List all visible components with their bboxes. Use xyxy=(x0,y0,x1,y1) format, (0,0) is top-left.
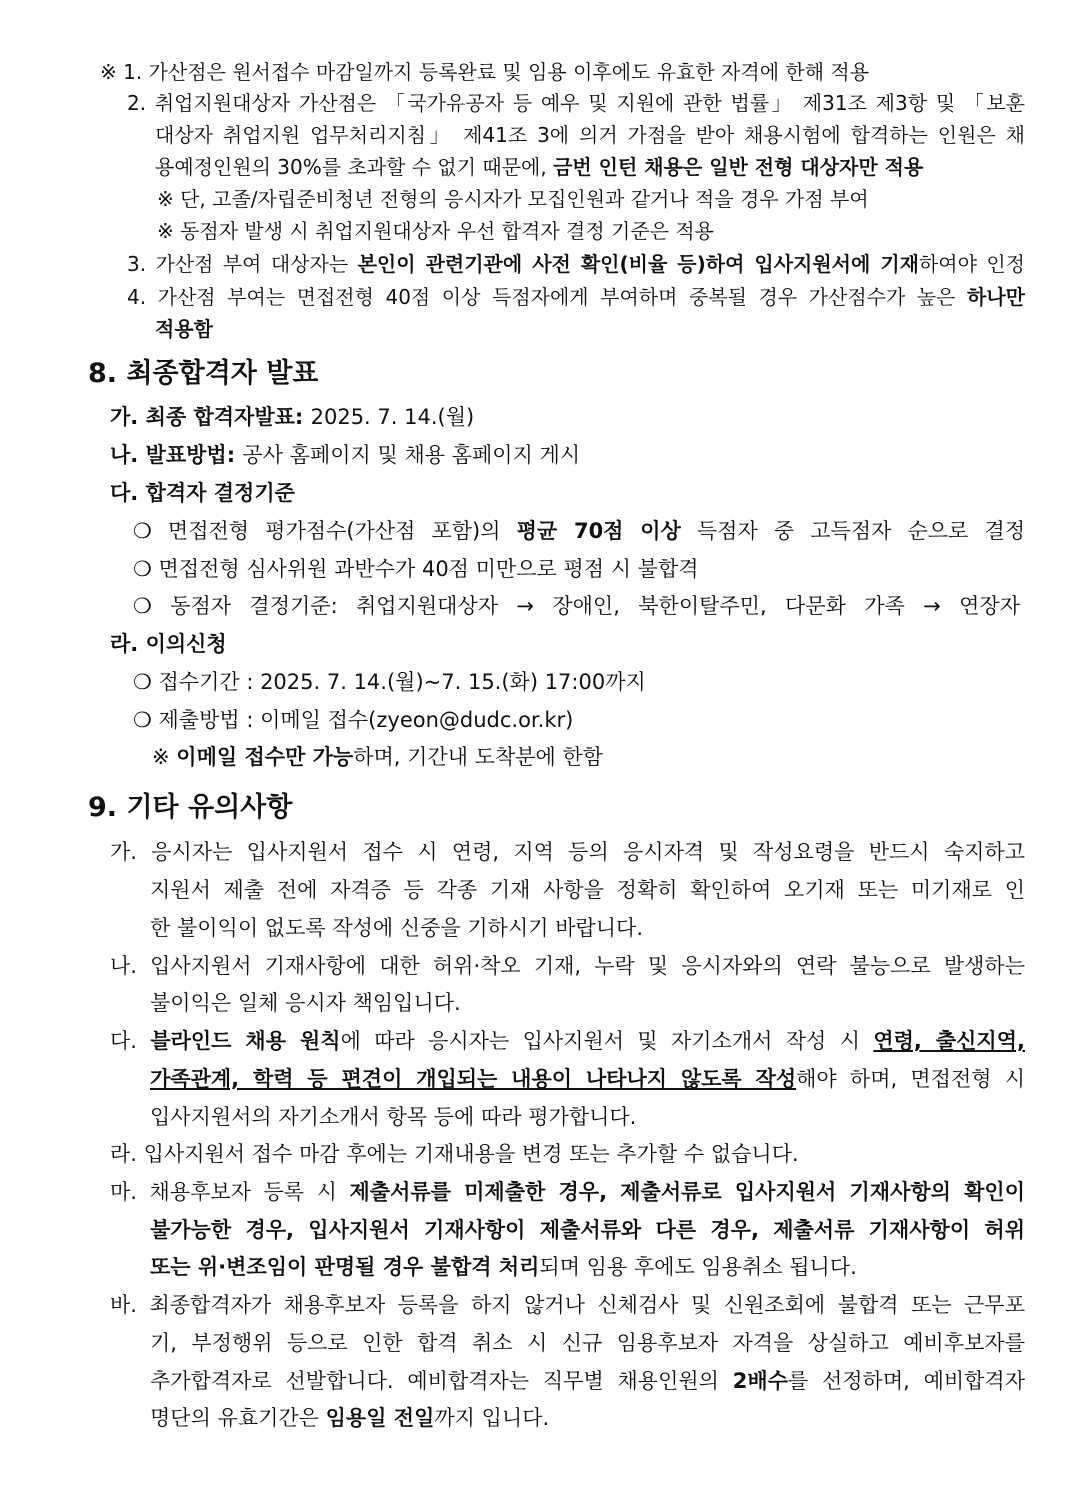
criteria-bullet-2 xyxy=(133,555,1025,583)
line-text: 나. 입사지원서 기재사항에 대한 허위·착오 기재, 누락 및 응시자와의 연락 불능으로 발생하는 xyxy=(110,954,1025,978)
line-text: 라. 입사지원서 접수 마감 후에는 기재내용을 변경 또는 추가할 수 없습니다. xyxy=(110,1142,799,1166)
line-text: 2025. 7. 14.(월) xyxy=(310,405,475,429)
note-2-line-3 xyxy=(155,153,1025,181)
line-text: 득점자 중 고득점자 순으로 결정 xyxy=(680,519,1026,543)
note-4-line-2 xyxy=(155,315,1025,343)
note-2-sub-2 xyxy=(157,217,1025,245)
line-text: 바. 최종합격자가 채용후보자 등록을 하지 않거나 신체검사 및 신원조회에 불합격 또는 근무포 xyxy=(110,1293,1025,1317)
line-text: 되며 임용 후에도 임용취소 됩니다. xyxy=(539,1255,857,1279)
line-text: ❍ 면접전형 평가점수(가산점 포함)의 xyxy=(133,519,517,543)
line-text: 블라인드 채용 원칙 xyxy=(150,1029,341,1053)
notice-na-line-2 xyxy=(150,989,1025,1017)
line-text: 라. 이의신청 xyxy=(110,632,227,656)
line-text: 2. 취업지원대상자 가산점은 「국가유공자 등 예우 및 지원에 관한 법률」 제31조 제3항 및 「보훈 xyxy=(127,91,1025,115)
line-text: 적용함 xyxy=(155,317,213,341)
notice-ga-line-2 xyxy=(150,876,1025,904)
criteria-bullet-1 xyxy=(133,517,1025,545)
note-2-sub-1 xyxy=(157,185,1025,213)
line-text: 제출서류를 미제출한 경우, 제출서류로 입사지원서 기재사항의 확인이 xyxy=(349,1180,1025,1204)
appeal-period xyxy=(133,668,1025,696)
notice-ra-line-1 xyxy=(110,1140,1025,1168)
line-text: 나. 발표방법: xyxy=(110,443,243,467)
line-text: ❍ 면접전형 심사위원 과반수가 40점 미만으로 평점 시 불합격 xyxy=(133,557,699,581)
notice-ga-line-3 xyxy=(150,914,1025,942)
line-text: ※ 1. 가산점은 원서접수 마감일까지 등록완료 및 임용 이후에도 유효한 자격에 한해 적용 xyxy=(100,60,870,84)
line-text: 용예정인원의 30%를 초과할 수 없기 때문에, xyxy=(155,155,554,179)
section-8-item-na xyxy=(110,441,1025,469)
notice-ma-line-3 xyxy=(150,1253,1025,1281)
line-text: 평균 70점 이상 xyxy=(516,519,681,543)
line-text: ❍ 접수기간 : 2025. 7. 14.(월)~7. 15.(화) 17:00까지 xyxy=(133,670,646,694)
notice-ma-line-2 xyxy=(150,1216,1025,1244)
section-8-item-ga xyxy=(110,403,1025,431)
notice-da-line-1 xyxy=(110,1027,1025,1055)
note-2-line-1 xyxy=(127,89,1025,117)
line-text: 임용일 전일 xyxy=(325,1406,435,1430)
line-text: 가족관계, 학력 등 편견이 개입되는 내용이 나타나지 않도록 작성 xyxy=(150,1067,797,1091)
line-text: 가. 최종 합격자발표: xyxy=(110,405,311,429)
criteria-bullet-3 xyxy=(133,592,1020,620)
line-text: 8. 최종합격자 발표 xyxy=(88,358,319,389)
line-text: 가. 응시자는 입사지원서 접수 시 연령, 지역 등의 응시자격 및 작성요령을 반드시 숙지하고 xyxy=(110,840,1025,864)
line-text: 추가합격자로 선발합니다. 예비합격자는 직무별 채용인원의 xyxy=(150,1369,733,1393)
note-3-line-1 xyxy=(127,250,1025,278)
line-text: 공사 홈페이지 및 채용 홈페이지 게시 xyxy=(242,443,581,467)
line-text: 하여야 인정 xyxy=(918,252,1025,276)
line-text: 2배수 xyxy=(732,1369,788,1393)
line-text: 이메일 접수만 가능 xyxy=(176,745,354,769)
notice-da-line-2 xyxy=(150,1065,1025,1093)
line-text: 불이익은 일체 응시자 책임입니다. xyxy=(150,991,461,1015)
section-8-item-ra xyxy=(110,630,1025,658)
note-4-line-1 xyxy=(127,283,1025,311)
line-text: 입사지원서의 자기소개서 항목 등에 따라 평가합니다. xyxy=(150,1105,637,1129)
notice-ba-line-4 xyxy=(150,1404,1025,1432)
line-text: 4. 가산점 부여는 면접전형 40점 이상 득점자에게 부여하며 중복될 경우 가산점수가 높은 xyxy=(127,285,968,309)
line-text: 에 따라 응시자는 입사지원서 및 자기소개서 작성 시 xyxy=(340,1029,874,1053)
line-text: 하며, 기간내 도착분에 한함 xyxy=(353,745,604,769)
note-2-line-2 xyxy=(155,121,1025,149)
note-1-line-1 xyxy=(100,58,1025,86)
line-text: ※ xyxy=(152,745,177,769)
line-text: 하나만 xyxy=(967,285,1025,309)
notice-da-line-3 xyxy=(150,1103,1025,1131)
section-9-heading xyxy=(88,789,1025,827)
line-text: 대상자 취업지원 업무처리지침」 제41조 3에 의거 가점을 받아 채용시험에 합격하는 인원은 채 xyxy=(155,123,1025,147)
line-text: 또는 위·변조임이 판명될 경우 불합격 처리 xyxy=(150,1255,540,1279)
line-text: 9. 기타 유의사항 xyxy=(88,792,293,823)
appeal-method xyxy=(133,706,1025,734)
appeal-note xyxy=(152,743,1025,771)
line-text: 연령, 출신지역, xyxy=(873,1029,1025,1053)
notice-ma-line-1 xyxy=(110,1178,1025,1206)
notice-ba-line-3 xyxy=(150,1367,1025,1395)
line-text: 3. 가산점 부여 대상자는 xyxy=(127,252,358,276)
line-text: 본인이 관련기관에 사전 확인(비율 등)하여 입사지원서에 기재 xyxy=(357,252,919,276)
line-text: 명단의 유효기간은 xyxy=(150,1406,326,1430)
notice-ba-line-1 xyxy=(110,1291,1025,1319)
line-text: 기, 부정행위 등으로 인한 합격 취소 시 신규 임용후보자 자격을 상실하고 예비후보자를 xyxy=(150,1331,1025,1355)
line-text: 마. 채용후보자 등록 시 xyxy=(110,1180,350,1204)
section-8-heading xyxy=(88,355,1025,393)
line-text: ※ 동점자 발생 시 취업지원대상자 우선 합격자 결정 기준은 적용 xyxy=(157,219,714,243)
line-text: ❍ 동점자 결정기준: 취업지원대상자 → 장애인, 북한이탈주민, 다문화 가족 → 연장자 xyxy=(133,594,1020,618)
line-text: ❍ 제출방법 : 이메일 접수(zyeon@dudc.or.kr) xyxy=(133,708,574,732)
line-text: 다. 합격자 결정기준 xyxy=(110,481,295,505)
line-text: ※ 단, 고졸/자립준비청년 전형의 응시자가 모집인원과 같거나 적을 경우 가점 부여 xyxy=(157,187,869,211)
line-text: 불가능한 경우, 입사지원서 기재사항이 제출서류와 다른 경우, 제출서류 기재사항이 허위 xyxy=(150,1218,1025,1242)
line-text: 해야 하며, 면접전형 시 xyxy=(796,1067,1026,1091)
line-text: 금번 인턴 채용은 일반 전형 대상자만 적용 xyxy=(553,155,924,179)
line-text: 다. xyxy=(110,1029,151,1053)
notice-na-line-1 xyxy=(110,952,1025,980)
line-text: 까지 입니다. xyxy=(434,1406,550,1430)
line-text: 한 불이익이 없도록 작성에 신중을 기하시기 바랍니다. xyxy=(150,916,644,940)
notice-ga-line-1 xyxy=(110,838,1025,866)
section-8-item-da xyxy=(110,479,1025,507)
line-text: 를 선정하며, 예비합격자 xyxy=(787,1369,1025,1393)
notice-ba-line-2 xyxy=(150,1329,1025,1357)
line-text: 지원서 제출 전에 자격증 등 각종 기재 사항을 정확히 확인하여 오기재 또는 미기재로 인 xyxy=(150,878,1025,902)
